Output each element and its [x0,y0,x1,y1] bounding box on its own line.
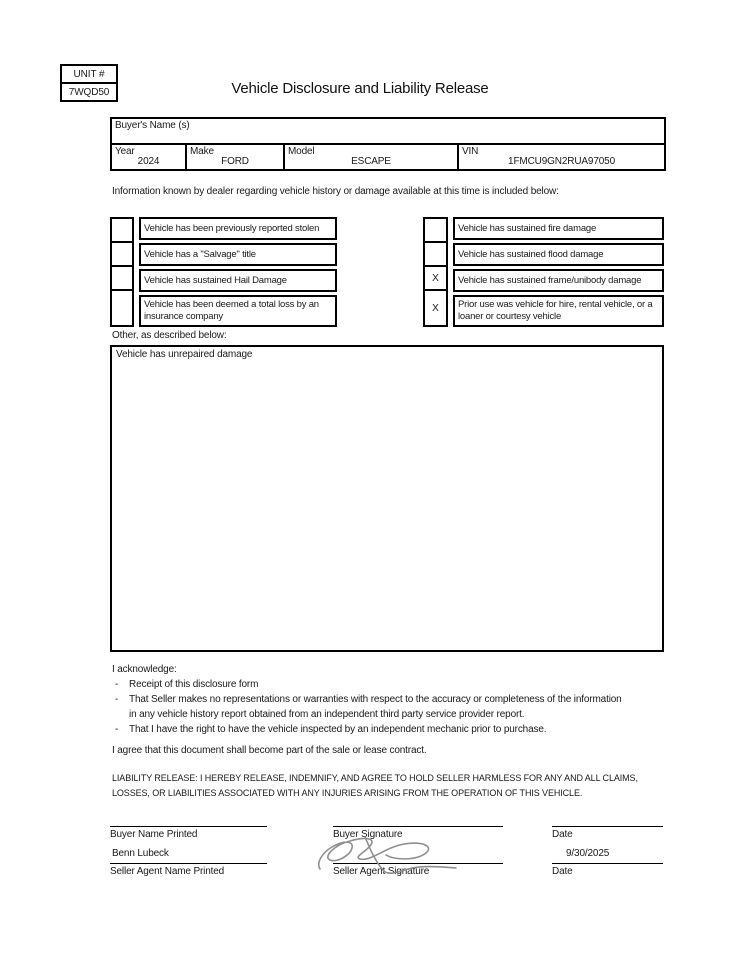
acknowledge-item: - That Seller makes no representations or warranties with respect to the accuracy or completeness of the information [112,692,622,707]
year-cell[interactable] [111,144,186,170]
handwritten-signature-scribble [310,829,465,875]
disclosure-labels-right [453,217,664,327]
dealer-info-line: Information known by dealer regarding vehicle history or damage available at this time is included below: [112,186,559,197]
disclosure-label-frame-damage: Vehicle has sustained frame/unibody damage [453,269,664,292]
seller-agent-name-value[interactable]: Benn Lubeck [112,848,169,859]
seller-agent-name-block [110,848,267,877]
acknowledge-item: - That I have the right to have the vehicle inspected by an independent mechanic prior to purchase. [112,722,622,737]
liability-line-1: LIABILITY RELEASE: I HEREBY RELEASE, INDEMNIFY, AND AGREE TO HOLD SELLER HARMLESS FOR ANY AND ALL CLAIMS, [112,773,638,783]
disclosure-label-fire-damage: Vehicle has sustained fire damage [453,217,664,240]
acknowledge-heading: I acknowledge: [112,664,177,675]
disclosure-labels-left [139,217,337,327]
buyer-name-printed-label: Buyer Name Printed [110,829,198,840]
buyer-name-printed-block [110,826,267,840]
bullet-dash: - [115,724,119,735]
bullet-dash: - [115,694,119,705]
disclosure-label-salvage-title: Vehicle has a "Salvage" title [139,243,337,266]
checkbox-hail-damage[interactable] [112,267,132,291]
checkbox-column-left [110,217,134,327]
make-cell[interactable] [186,144,284,170]
checkbox-flood-damage[interactable] [425,243,446,267]
disclosure-label-prior-use: Prior use was vehicle for hire, rental vehicle, or a loaner or courtesy vehicle [453,295,664,327]
checkbox-stolen[interactable] [112,219,132,243]
model-cell[interactable] [284,144,458,170]
buyer-date-line[interactable] [552,826,663,827]
checkbox-frame-damage[interactable]: X [425,267,446,291]
disclosure-label-hail-damage: Vehicle has sustained Hail Damage [139,269,337,292]
buyer-signature-line[interactable] [333,826,503,827]
disclosure-label-total-loss: Vehicle has been deemed a total loss by an insurance company [139,295,337,327]
acknowledge-item: - Receipt of this disclosure form [112,677,622,692]
checkbox-fire-damage[interactable] [425,219,446,243]
bullet-dash: - [115,679,119,690]
seller-agent-name-line[interactable] [110,863,267,864]
model-label: Model [288,146,315,157]
disclosure-group-left [110,217,337,327]
acknowledgment-section [112,662,622,737]
buyer-date-block [552,826,663,840]
year-value[interactable]: 2024 [137,156,160,167]
buyer-name-label: Buyer's Name (s) [115,120,190,131]
buyer-signature-label: Buyer Signature [333,829,403,840]
seller-agent-name-label: Seller Agent Name Printed [110,866,225,877]
make-value[interactable]: FORD [221,156,249,167]
seller-date-block [552,848,663,877]
seller-date-value[interactable]: 9/30/2025 [566,848,610,859]
make-label: Make [190,146,214,157]
disclosure-label-stolen: Vehicle has been previously reported stolen [139,217,337,240]
checkbox-salvage-title[interactable] [112,243,132,267]
seller-date-line[interactable] [552,863,663,864]
unit-number-label: UNIT # [62,66,116,84]
acknowledge-item-continuation: in any vehicle history report obtained from an independent third party service provider report. [129,709,525,720]
vin-value[interactable]: 1FMCU9GN2RUA97050 [508,156,615,167]
liability-line-2: LOSSES, OR LIABILITIES ASSOCIATED WITH ANY INJURIES ARISING FROM THE OPERATION OF THIS VEHICLE. [112,788,583,798]
disclosure-label-flood-damage: Vehicle has sustained flood damage [453,243,664,266]
buyer-date-label: Date [552,829,573,840]
other-description-value[interactable]: Vehicle has unrepaired damage [116,349,253,360]
agreement-line: I agree that this document shall become part of the sale or lease contract. [112,745,427,756]
disclosure-group-right [423,217,664,327]
checkbox-total-loss[interactable] [112,291,132,325]
buyer-name-cell[interactable] [111,118,665,144]
seller-date-label: Date [552,866,573,877]
other-description-box[interactable] [110,345,664,652]
liability-release [112,771,638,801]
page-title: Vehicle Disclosure and Liability Release [231,80,489,97]
model-value[interactable]: ESCAPE [351,156,391,167]
checkbox-prior-use[interactable]: X [432,302,439,314]
seller-agent-signature-label: Seller Agent Signature [333,866,430,877]
unit-number-value[interactable]: 7WQD50 [68,86,110,98]
vin-cell[interactable] [458,144,665,170]
checkbox-column-right [423,217,448,327]
vehicle-info-table [110,117,666,171]
other-section-label: Other, as described below: [112,330,227,341]
year-label: Year [115,146,135,157]
vin-label: VIN [462,146,479,157]
buyer-name-printed-line[interactable] [110,826,267,827]
